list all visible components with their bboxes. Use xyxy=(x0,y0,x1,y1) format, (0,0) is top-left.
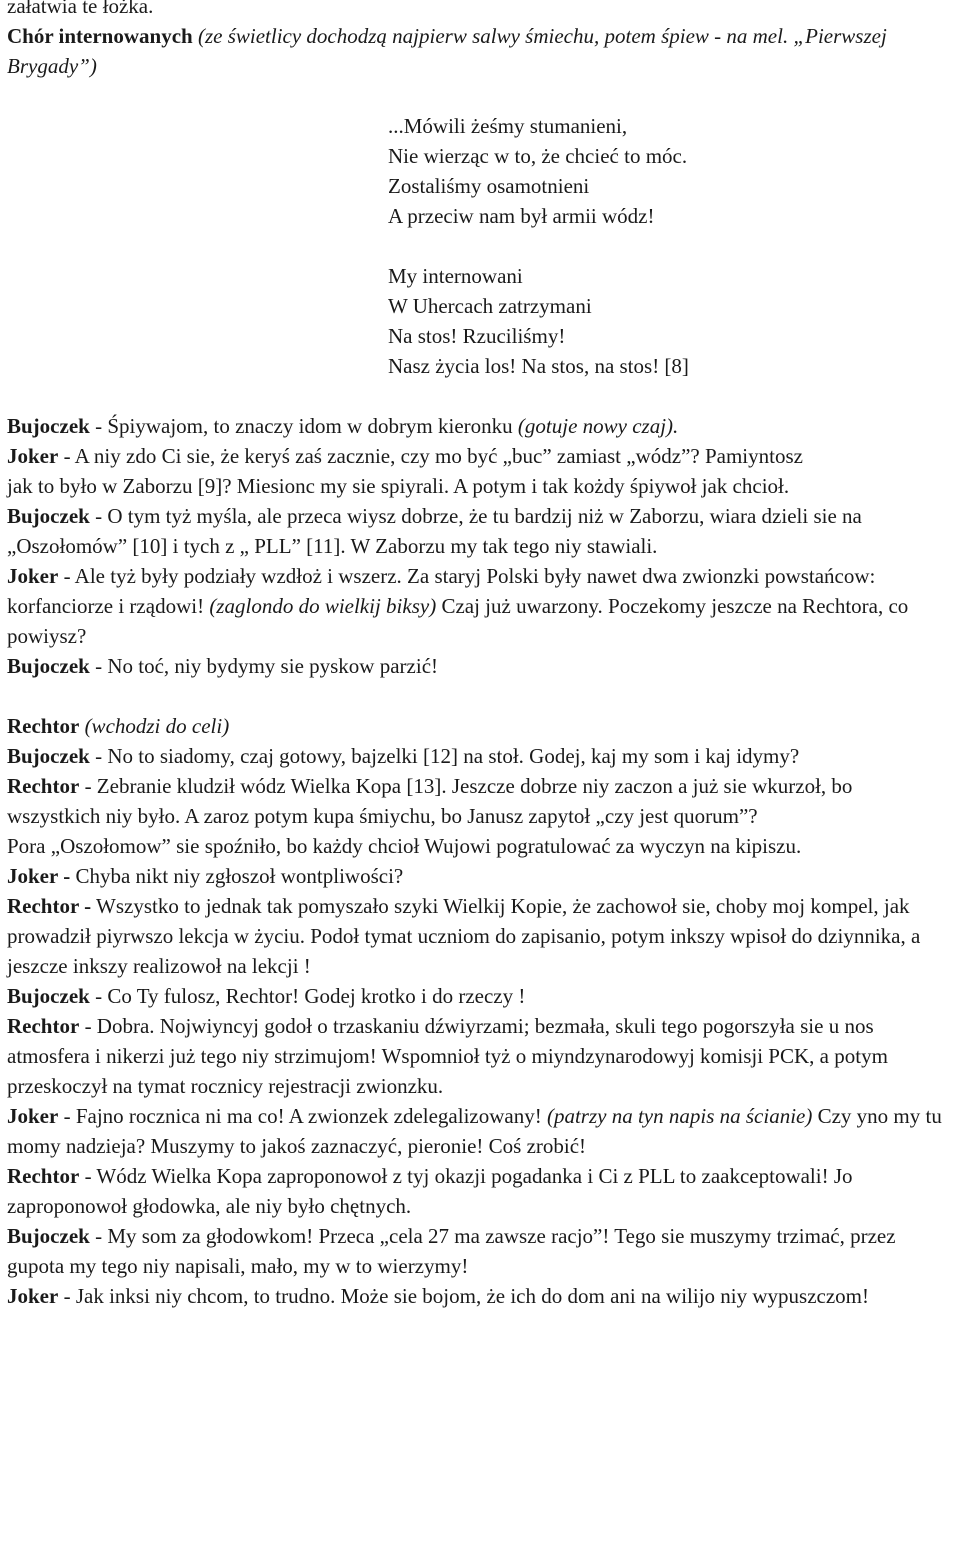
dialogue-line: Bujoczek - No to siadomy, czaj gotowy, bajzelki [12] na stoł. Godej, kaj my som i kaj idymy? xyxy=(7,744,800,768)
dialogue-line: Rechtor - Dobra. Nojwiyncyj godoł o trzaskaniu dźwiyrzami; bezmała, skuli tego pogorszyła sie u nos atmosfera i nikerzi już tego niy strzimujom! Wspomnioł tyż o miyndzynarodowyj komisji PCK, a potym przeskoczył na tymat rocznicy rejestracji zwionzku. xyxy=(7,1014,888,1098)
lyric-line: ...Mówili żeśmy stumanieni, xyxy=(388,114,628,138)
dialogue-line: Joker - Chyba nikt niy zgłoszoł wontpliwości? xyxy=(7,864,404,888)
dialogue-line: Rechtor - Wódz Wielka Kopa zaproponowoł z tyj okazji pogadanka i Ci z PLL to zaakceptowali! Jo zaproponowoł głodowka, ale niy było chętnych. xyxy=(7,1164,853,1218)
speaker-name: Rechtor - xyxy=(7,894,92,918)
dialogue-section xyxy=(7,711,950,1311)
speaker-name: Joker - xyxy=(7,864,71,888)
dialogue-line: Joker - Fajno rocznica ni ma co! A zwionzek zdelegalizowany! (patrzy na tyn napis na ścianie) Czy yno my tu momy nadzieja? Muszymy to jakoś zaznaczyć, pieronie! Coś zrobić! xyxy=(7,1104,942,1158)
speaker-name: Joker xyxy=(7,444,59,468)
dialogue-line: Pora „Oszołomow” sie spoźniło, bo każdy chcioł Wujowi pogratulować za wyczyn na kipiszu. xyxy=(7,834,802,858)
dialogue-line: Bujoczek - No toć, niy bydymy sie pyskow parzić! xyxy=(7,654,439,678)
song-stanza xyxy=(388,111,950,231)
speaker-name: Rechtor xyxy=(7,1164,80,1188)
speaker-name: Rechtor xyxy=(7,774,80,798)
dialogue-line: Joker - A niy zdo Ci sie, że keryś zaś zacznie, czy mo być „buc” zamiast „wódz”? Pamiyntosz xyxy=(7,444,803,468)
stage-direction: (patrzy na tyn napis na ścianie) xyxy=(546,1104,813,1128)
speaker-name: Rechtor xyxy=(7,1014,80,1038)
lyric-line: Na stos! Rzuciliśmy! xyxy=(388,324,566,348)
stage-direction: (gotuje nowy czaj). xyxy=(517,414,679,438)
lyric-line: Nie wierząc w to, że chcieć to móc. xyxy=(388,144,688,168)
dialogue-line: Bujoczek - Śpiywajom, to znaczy idom w dobrym kieronku (gotuje nowy czaj). xyxy=(7,414,679,438)
dialogue-line: Bujoczek - My som za głodowkom! Przeca „cela 27 ma zawsze racjo”! Tego sie muszymy trzimać, przez gupota my tego niy napisali, mało, my w to wierzymy! xyxy=(7,1224,896,1278)
speaker-name: Joker xyxy=(7,564,59,588)
speaker-name: Joker xyxy=(7,1284,59,1308)
lyric-line: Zostaliśmy osamotnieni xyxy=(388,174,590,198)
dialogue-line xyxy=(7,711,950,741)
dialogue-section xyxy=(7,411,950,681)
song-lyrics xyxy=(7,111,950,381)
stage-direction: (zaglondo do wielkij biksy) xyxy=(209,594,437,618)
paragraph-continuation: załatwia te łożka. xyxy=(7,0,154,18)
stage-direction: (wchodzi do celi) xyxy=(79,714,230,738)
stage-direction: (ze świetlicy dochodzą najpierw salwy śmiechu, potem śpiew - na mel. „Pierwszej Brygady”) xyxy=(7,24,887,78)
chorus-heading xyxy=(7,21,950,81)
lyric-line: W Uhercach zatrzymani xyxy=(388,294,592,318)
dialogue-line: jak to było w Zaborzu [9]? Miesionc my sie spiyrali. A potym i tak kożdy śpiywoł jak chcioł. xyxy=(7,474,790,498)
dialogue-line: Rechtor - Wszystko to jednak tak pomyszało szyki Wielkij Kopie, że zachowoł sie, choby moj kompel, jak prowadził piyrwszo lekcja w życiu. Podoł tymat uczniom do zapisanio, potym inkszy wpisoł do dziynnika, a jeszcze inkszy realizowoł na lekcji ! xyxy=(7,894,921,978)
dialogue-line: Bujoczek - O tym tyż myśla, ale przeca wiysz dobrze, że tu bardzij niż w Zaborzu, wiara dzieli sie na „Oszołomów” [10] i tych z „ PLL” [11]. W Zaborzu my tak tego niy stawiali. xyxy=(7,504,862,558)
speaker-chorus: Chór internowanych xyxy=(7,24,193,48)
speaker-name: Bujoczek xyxy=(7,984,90,1008)
lyric-line: Nasz życia los! Na stos, na stos! [8] xyxy=(388,354,689,378)
speaker-name: Bujoczek xyxy=(7,504,90,528)
dialogue-line: Bujoczek - Co Ty fulosz, Rechtor! Godej krotko i do rzeczy ! xyxy=(7,984,526,1008)
dialogue-line: Rechtor - Zebranie kludził wódz Wielka Kopa [13]. Jeszcze dobrze niy zaczon a już sie wkurzoł, bo wszystkich niy było. A zaroz potym kupa śmiychu, bo Janusz zapytoł „czy jest quorum”? xyxy=(7,774,853,828)
lyric-line: A przeciw nam był armii wódz! xyxy=(388,204,655,228)
speaker-name: Bujoczek xyxy=(7,654,90,678)
lyric-line: My internowani xyxy=(388,264,523,288)
speaker-name: Bujoczek xyxy=(7,414,90,438)
dialogue-line: Joker - Jak inksi niy chcom, to trudno. Może sie bojom, że ich do dom ani na wilijo niy wypuszczom! xyxy=(7,1284,870,1308)
speaker-name: Joker xyxy=(7,1104,59,1128)
speaker-name: Bujoczek xyxy=(7,1224,90,1248)
speaker-name: Rechtor xyxy=(7,714,80,738)
speaker-name: Bujoczek xyxy=(7,744,90,768)
dialogue-line: Joker - Ale tyż były podziały wzdłoż i wszerz. Za staryj Polski były nawet dwa zwionzki powstańcow: korfanciorze i rządowi! (zaglondo do wielkij biksy) Czaj już uwarzony. Poczekomy jeszcze na Rechtora, co powiysz? xyxy=(7,564,909,648)
song-stanza xyxy=(388,261,950,381)
